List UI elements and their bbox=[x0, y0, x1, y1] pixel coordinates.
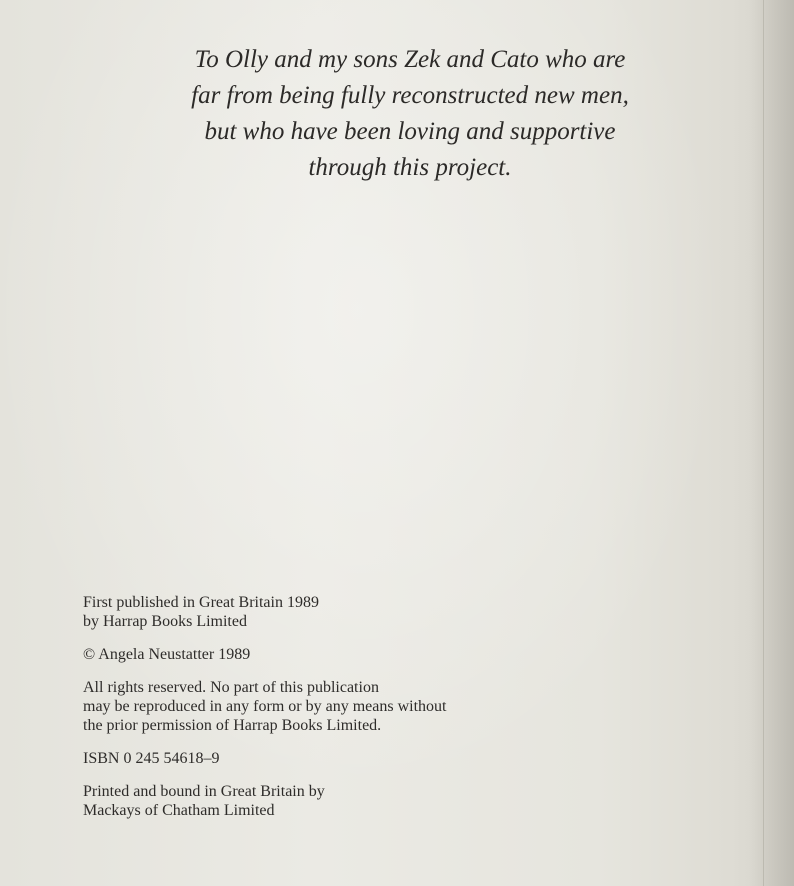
printer-line: Mackays of Chatham Limited bbox=[83, 802, 275, 819]
rights-line: the prior permission of Harrap Books Limited. bbox=[83, 717, 382, 734]
publication-line: First published in Great Britain 1989 bbox=[83, 594, 319, 611]
dedication-line: To Olly and my sons Zek and Cato who are bbox=[194, 46, 626, 73]
copyright-imprint bbox=[83, 593, 583, 834]
rights-line: All rights reserved. No part of this publication bbox=[83, 679, 379, 696]
publication-info bbox=[83, 593, 583, 631]
publication-line: by Harrap Books Limited bbox=[83, 613, 247, 630]
dedication-line: but who have been loving and supportive bbox=[204, 118, 616, 145]
printer-line: Printed and bound in Great Britain by bbox=[83, 783, 325, 800]
rights-notice bbox=[83, 678, 583, 735]
isbn-line: ISBN 0 245 54618–9 bbox=[83, 750, 220, 767]
copyright-notice bbox=[83, 645, 583, 664]
copyright-line: © Angela Neustatter 1989 bbox=[83, 646, 251, 663]
dedication bbox=[110, 42, 710, 186]
isbn-info bbox=[83, 749, 583, 768]
rights-line: may be reproduced in any form or by any means without bbox=[83, 698, 447, 715]
dedication-line: far from being fully reconstructed new men, bbox=[191, 82, 629, 109]
printer-info bbox=[83, 782, 583, 820]
dedication-line: through this project. bbox=[308, 154, 512, 181]
page-edge-line bbox=[763, 0, 764, 886]
page-edge-shadow bbox=[750, 0, 794, 886]
